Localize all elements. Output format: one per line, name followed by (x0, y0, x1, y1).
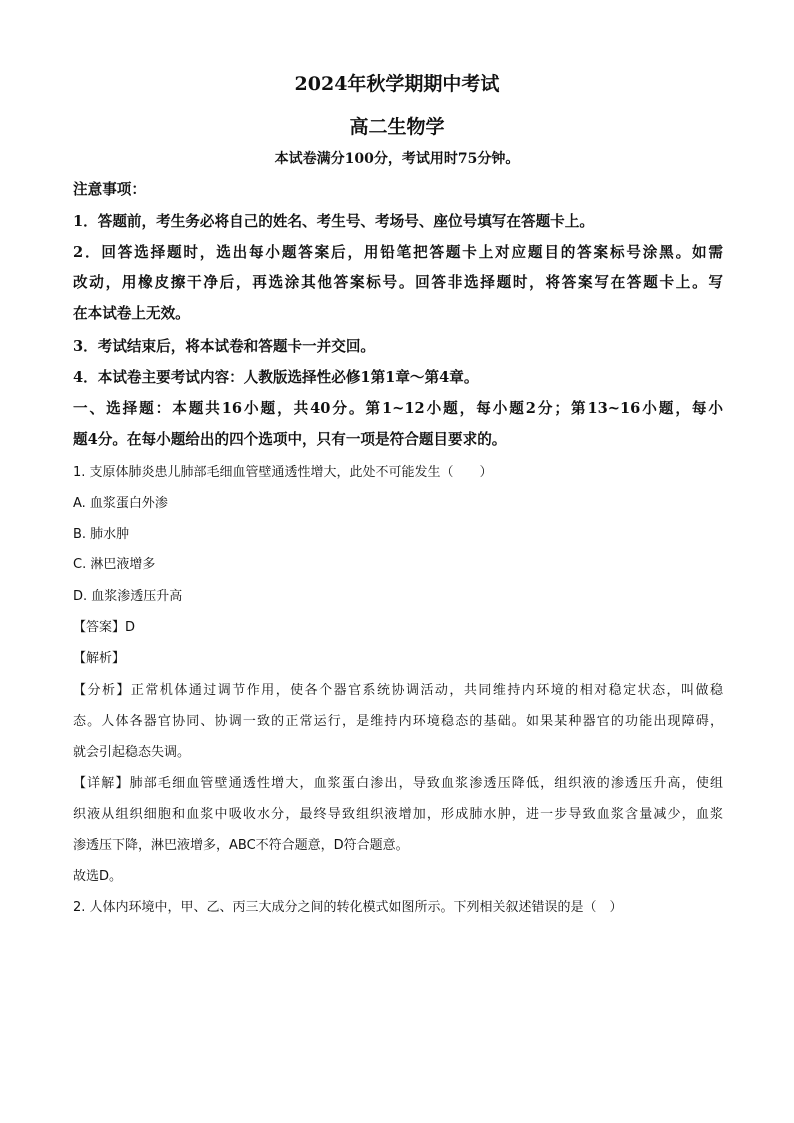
fenxi-label: 【分析】 (73, 683, 131, 698)
section-heading-line-1: 一、选择题：本题共16小题，共40分。第1~12小题，每小题2分；第13~16小题，每小 (73, 400, 723, 417)
xiangjie-line-1 (73, 774, 723, 794)
answer-value: D (125, 620, 136, 635)
fenxi-line-3: 就会引起稳态失调。 (73, 745, 191, 760)
fenxi-text-1: 正常机体通过调节作用，使各个器官系统协调活动，共同维持内环境的相对稳定状态，叫做稳 (130, 683, 723, 698)
question-1-conclusion: 故选D。 (73, 869, 123, 884)
question-1-answer (73, 618, 723, 638)
question-1-option-b: B. 肺水肿 (73, 527, 130, 542)
fenxi-line-1 (73, 681, 723, 701)
notes-heading: 注意事项： (73, 181, 146, 198)
xiangjie-line-3: 渗透压下降，淋巴液增多，ABC不符合题意，D符合题意。 (73, 838, 409, 853)
exam-title: 2024年秋学期期中考试 (294, 73, 500, 95)
xiangjie-label: 【详解】 (73, 776, 130, 791)
question-1-option-c: C. 淋巴液增多 (73, 557, 156, 572)
exam-info: 本试卷满分100分，考试用时75分钟。 (274, 151, 520, 167)
note-2-line-2: 改动，用橡皮擦干净后，再选涂其他答案标号。回答非选择题时，将答案写在答题卡上。写 (73, 274, 723, 291)
question-2-stem: 2. 人体内环境中，甲、乙、丙三大成分之间的转化模式如图所示。下列相关叙述错误的是（ ） (73, 900, 623, 915)
exam-subject: 高二生物学 (349, 116, 445, 138)
question-1-option-a: A. 血浆蛋白外渗 (73, 496, 168, 511)
question-1-stem: 1. 支原体肺炎患儿肺部毛细血管壁通透性增大，此处不可能发生（ ） (73, 465, 493, 480)
note-2-line-1: 2．回答选择题时，选出每小题答案后，用铅笔把答题卡上对应题目的答案标号涂黑。如需 (73, 244, 723, 261)
xiangjie-text-1: 肺部毛细血管壁通透性增大，血浆蛋白渗出，导致血浆渗透压降低，组织液的渗透压升高，使组 (129, 776, 723, 791)
note-3: 3．考试结束后，将本试卷和答题卡一并交回。 (73, 338, 376, 355)
analysis-label: 【解析】 (73, 651, 126, 666)
note-2-line-3: 在本试卷上无效。 (73, 305, 190, 322)
note-1: 1．答题前，考生务必将自己的姓名、考生号、考场号、座位号填写在答题卡上。 (73, 213, 594, 230)
question-1-option-d: D. 血浆渗透压升高 (73, 589, 183, 604)
xiangjie-line-2: 织液从组织细胞和血浆中吸收水分，最终导致组织液增加，形成肺水肿，进一步导致血浆含量减少，血浆 (73, 807, 723, 822)
fenxi-line-2: 态。人体各器官协同、协调一致的正常运行，是维持内环境稳态的基础。如果某种器官的功能出现障碍， (73, 714, 723, 729)
section-heading-line-2: 题4分。在每小题给出的四个选项中，只有一项是符合题目要求的。 (73, 431, 507, 448)
note-4: 4．本试卷主要考试内容：人教版选择性必修1第1章～第4章。 (73, 369, 479, 386)
answer-label: 【答案】 (73, 620, 126, 635)
